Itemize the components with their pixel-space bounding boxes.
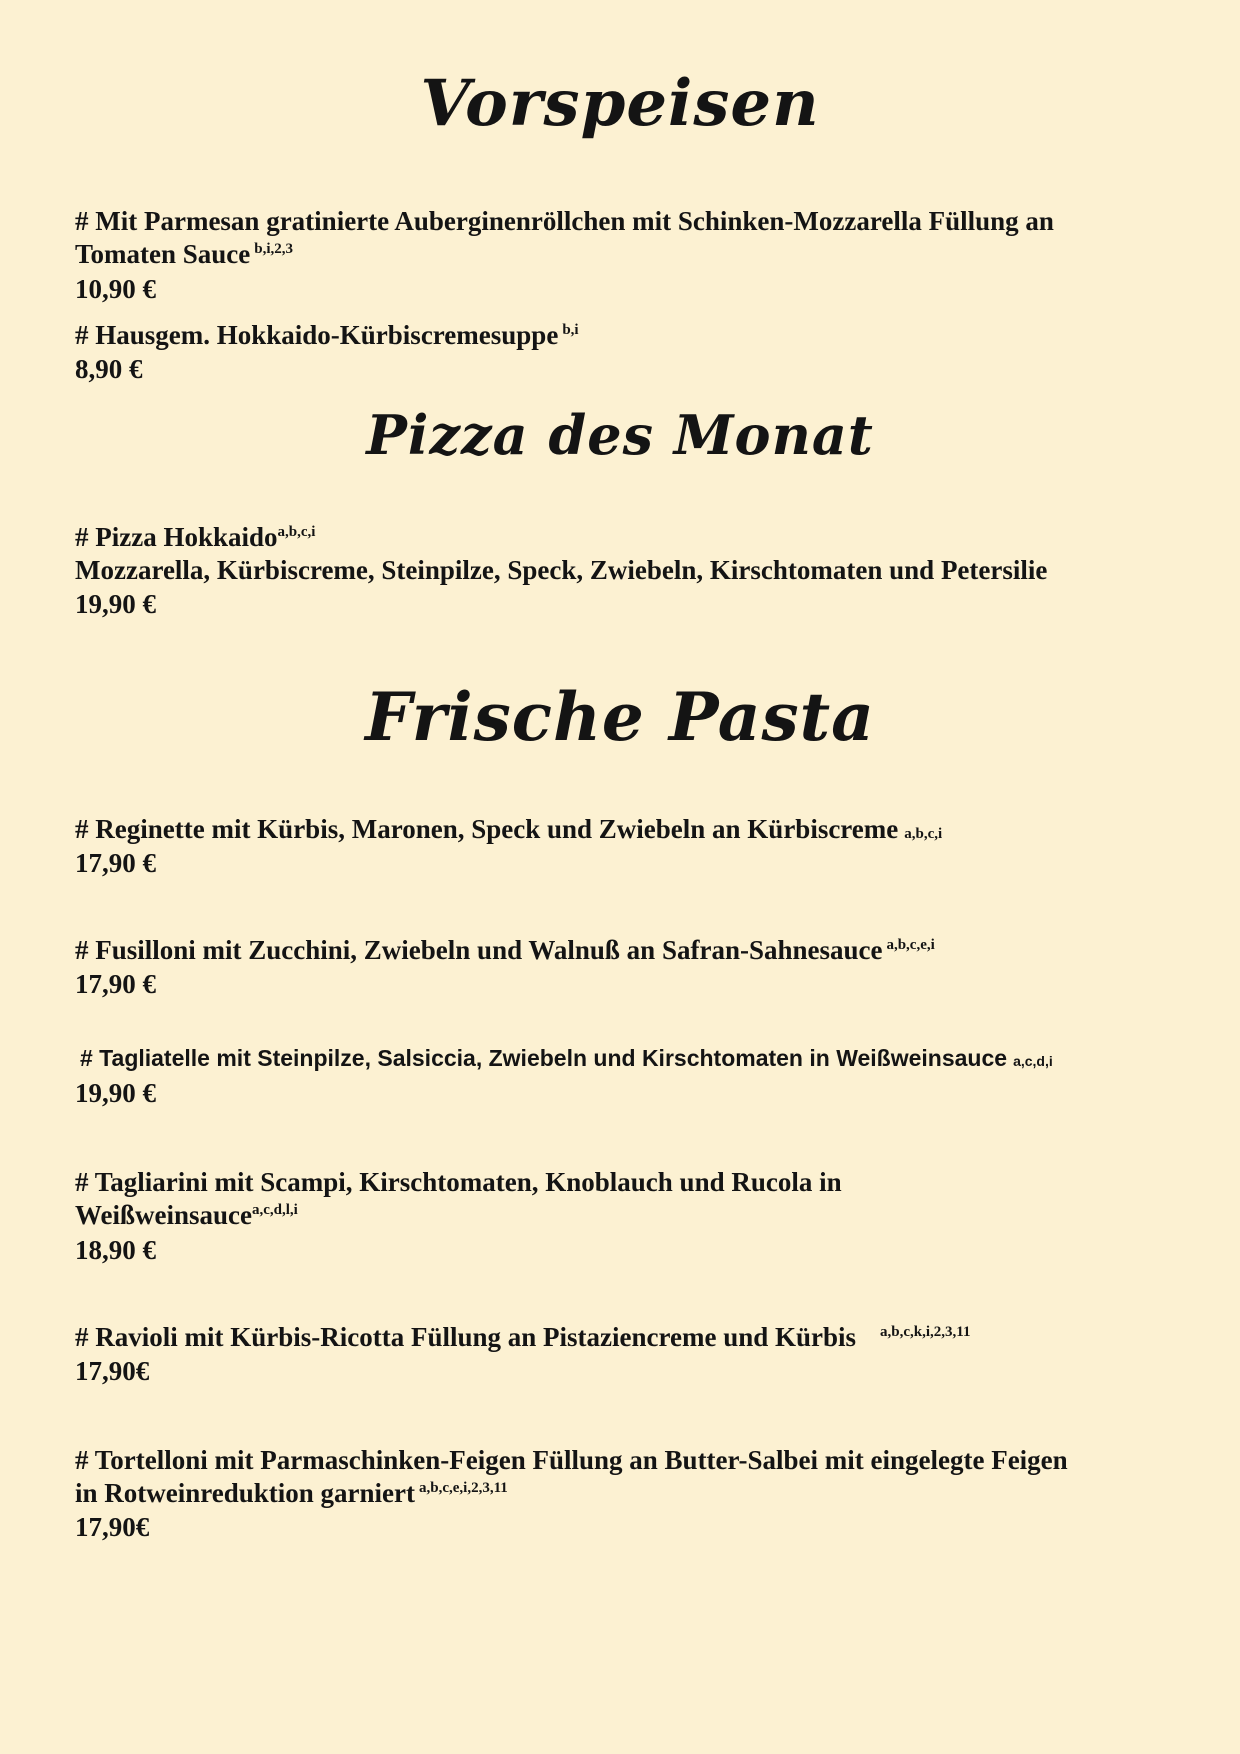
menu-item-name-line2: Weißweinsauce	[75, 1200, 253, 1230]
allergen-codes: b,i,2,3	[254, 241, 294, 257]
menu-item-name	[75, 935, 935, 965]
menu-item-name-cont	[75, 1478, 508, 1508]
menu-item-name	[75, 814, 942, 849]
menu-item-name-text: # Reginette mit Kürbis, Maronen, Speck und Zwiebeln an Kürbiscreme	[75, 814, 899, 844]
menu-item-name	[75, 1322, 970, 1352]
section-title-pizza: Pizza des Monat	[366, 403, 874, 467]
menu-item-description: Mozzarella, Kürbiscreme, Steinpilze, Speck, Zwiebeln, Kirschtomaten und Petersilie	[75, 555, 1048, 585]
menu-item-name	[75, 522, 315, 552]
section-title-pasta: Frische Pasta	[365, 678, 875, 756]
menu-item-price: 8,90 €	[75, 354, 143, 384]
menu-item-price: 19,90 €	[75, 589, 156, 619]
menu-item-name-cont	[75, 239, 293, 269]
menu-item-price: 17,90€	[75, 1512, 150, 1542]
menu-item-name: # Tortelloni mit Parmaschinken-Feigen Füllung an Butter-Salbei mit eingelegte Feigen	[75, 1445, 1068, 1475]
menu-item-name: # Mit Parmesan gratinierte Auberginenröllchen mit Schinken-Mozzarella Füllung an	[75, 206, 1054, 236]
menu-item-price: 19,90 €	[75, 1078, 156, 1108]
allergen-codes: a,c,d,i	[1013, 1053, 1053, 1069]
menu-item-name-text: # Tagliatelle mit Steinpilze, Salsiccia, Zwiebeln und Kirschtomaten in Weißweinsauce	[80, 1045, 1008, 1071]
allergen-codes: a,b,c,i	[277, 524, 316, 540]
allergen-codes: a,c,d,l,i	[252, 1202, 298, 1218]
menu-item-price: 17,90€	[75, 1356, 150, 1386]
allergen-codes: b,i	[562, 322, 579, 338]
allergen-codes: a,b,c,i	[904, 826, 943, 842]
menu-item-name-text: # Ravioli mit Kürbis-Ricotta Füllung an Pistaziencreme und Kürbis	[75, 1322, 857, 1352]
menu-item-price: 18,90 €	[75, 1235, 156, 1265]
menu-item-name	[75, 320, 579, 350]
menu-item-price: 10,90 €	[75, 274, 156, 304]
menu-item-name-line2: Tomaten Sauce	[75, 239, 251, 269]
section-title-vorspeisen: Vorspeisen	[420, 66, 820, 141]
menu-item-name-line2: in Rotweinreduktion garniert	[75, 1478, 416, 1508]
allergen-codes: a,b,c,k,i,2,3,11	[880, 1324, 971, 1340]
allergen-codes: a,b,c,e,i	[886, 937, 935, 953]
allergen-codes: a,b,c,e,i,2,3,11	[419, 1480, 508, 1496]
menu-item-name-text: # Pizza Hokkaido	[75, 522, 278, 552]
menu-item-name	[80, 1043, 1053, 1076]
menu-item-name: # Tagliarini mit Scampi, Kirschtomaten, Knoblauch und Rucola in	[75, 1167, 842, 1197]
menu-item-price: 17,90 €	[75, 848, 156, 878]
menu-item-name-text: # Fusilloni mit Zucchini, Zwiebeln und Walnuß an Safran-Sahnesauce	[75, 935, 883, 965]
menu-item-name-cont	[75, 1200, 298, 1230]
menu-item-name-text: # Hausgem. Hokkaido-Kürbiscremesuppe	[75, 320, 559, 350]
menu-item-price: 17,90 €	[75, 969, 156, 999]
